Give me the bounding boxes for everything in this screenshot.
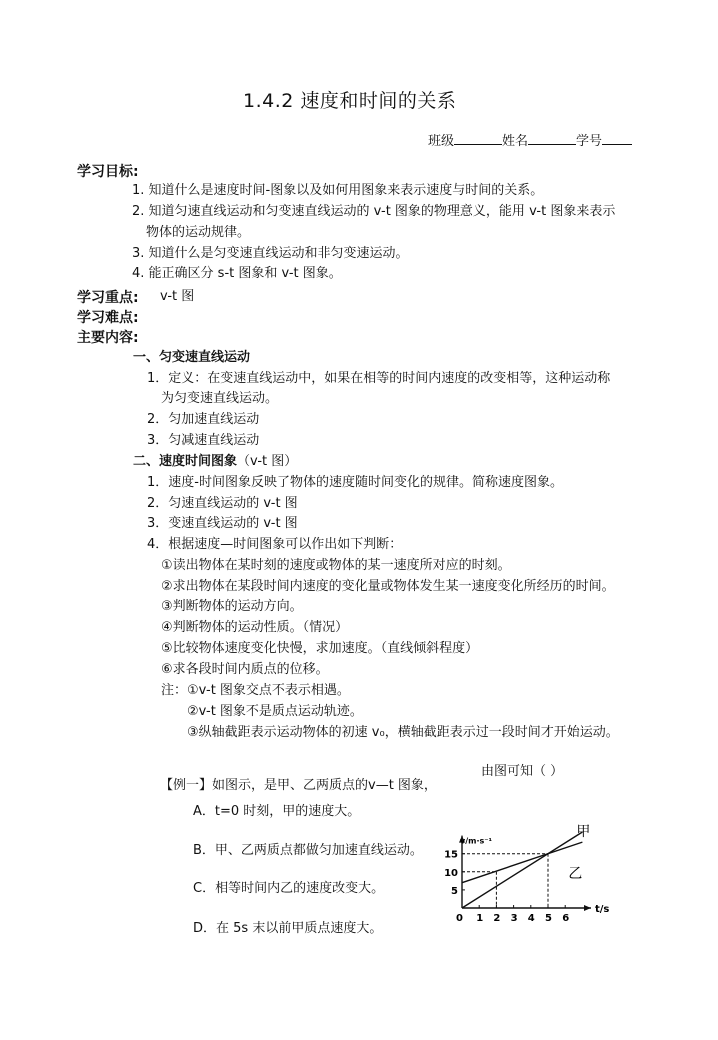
judgement-item: ⑤比较物体速度变化快慢，求加速度。（直线倾斜程度） bbox=[161, 641, 479, 656]
series-label: 甲 bbox=[576, 823, 591, 840]
key-point-value: v-t 图 bbox=[160, 289, 195, 304]
objective-item: 2. 知道匀速直线运动和匀变速直线运动的 v-t 图象的物理意义，能用 v-t 图象来表示 bbox=[132, 204, 616, 219]
x-tick-label: 6 bbox=[562, 913, 570, 924]
section2-item: 3．变速直线运动的 v-t 图 bbox=[147, 516, 298, 531]
judgement-item: ③判断物体的运动方向。 bbox=[161, 599, 303, 614]
option-d: D．在 5s 末以前甲质点速度大。 bbox=[193, 921, 383, 936]
content-heading: 主要内容: bbox=[77, 330, 139, 346]
series-line-2 bbox=[462, 842, 582, 883]
section1-item: 为匀变速直线运动。 bbox=[161, 391, 279, 406]
section1-title: 一、匀变速直线运动 bbox=[133, 350, 251, 365]
judgement-item: ⑥求各段时间内质点的位移。 bbox=[161, 662, 329, 677]
example-prompt: 由图可知（ ） bbox=[481, 764, 564, 779]
judgement-item: ④判断物体的运动性质。（情况） bbox=[161, 620, 349, 635]
judgement-item: ②求出物体在某段时间内速度的变化量或物体发生某一速度变化所经历的时间。 bbox=[161, 579, 615, 594]
x-tick-label: 3 bbox=[510, 913, 518, 924]
x-axis-label: t/s bbox=[595, 904, 610, 915]
objective-item: 物体的运动规律。 bbox=[146, 225, 251, 240]
note-item: ②v-t 图象不是质点运动轨迹。 bbox=[187, 704, 363, 719]
note-item: ③纵轴截距表示运动物体的初速 v₀，横轴截距表示过一段时间才开始运动。 bbox=[187, 725, 619, 740]
section2-item: 2．匀速直线运动的 v-t 图 bbox=[147, 496, 298, 511]
name-label: 姓名 bbox=[502, 134, 529, 149]
y-tick-label: 10 bbox=[444, 867, 458, 879]
x-tick-label: 2 bbox=[493, 913, 501, 924]
class-label: 班级 bbox=[428, 134, 455, 149]
section1-item: 2．匀加速直线运动 bbox=[147, 412, 260, 427]
note-item: 注：①v-t 图象交点不表示相遇。 bbox=[161, 683, 350, 698]
section2-item: 1．速度-时间图象反映了物体的速度随时间变化的规律。简称速度图象。 bbox=[147, 475, 563, 490]
series-label: 乙 bbox=[568, 866, 583, 883]
key-point-heading: 学习重点: bbox=[77, 290, 139, 306]
vt-chart bbox=[440, 800, 640, 940]
number-label: 学号 bbox=[576, 134, 603, 149]
section1-item: 3．匀减速直线运动 bbox=[147, 433, 260, 448]
class-blank[interactable] bbox=[454, 132, 502, 145]
x-axis-arrow bbox=[584, 905, 591, 911]
x-tick-label: 1 bbox=[476, 913, 484, 924]
page-title: 1.4.2 速度和时间的关系 bbox=[243, 90, 457, 112]
example-question: 【例一】如图示，是甲、乙两质点的v—t 图象， bbox=[160, 778, 437, 793]
y-tick-label: 5 bbox=[451, 885, 458, 897]
objectives-heading: 学习目标: bbox=[77, 164, 139, 180]
section2-title-row bbox=[133, 453, 297, 471]
judgement-item: ①读出物体在某时刻的速度或物体的某一速度所对应的时刻。 bbox=[161, 558, 511, 573]
student-info bbox=[428, 132, 632, 151]
x-tick-label: 5 bbox=[545, 913, 552, 924]
name-blank[interactable] bbox=[528, 132, 576, 145]
x-tick-label: 0 bbox=[456, 913, 463, 924]
section2-title-suffix: （v-t 图） bbox=[237, 454, 298, 469]
section2-title: 二、速度时间图象 bbox=[133, 454, 238, 469]
y-axis-label: v/m·s⁻¹ bbox=[460, 836, 492, 846]
difficulty-heading: 学习难点: bbox=[77, 310, 139, 326]
option-b: B．甲、乙两质点都做匀加速直线运动。 bbox=[193, 843, 423, 858]
section2-item: 4．根据速度—时间图象可以作出如下判断： bbox=[147, 537, 403, 552]
option-a: A．t=0 时刻，甲的速度大。 bbox=[193, 804, 361, 819]
objective-item: 4. 能正确区分 s-t 图象和 v-t 图象。 bbox=[132, 266, 342, 281]
option-c: C．相等时间内乙的速度改变大。 bbox=[193, 881, 385, 896]
section1-item: 1．定义：在变速直线运动中，如果在相等的时间内速度的改变相等，这种运动称 bbox=[147, 371, 611, 386]
number-blank[interactable] bbox=[602, 132, 632, 145]
objective-item: 1. 知道什么是速度时间-图象以及如何用图象来表示速度与时间的关系。 bbox=[132, 183, 544, 198]
x-tick-label: 4 bbox=[527, 913, 535, 924]
objective-item: 3. 知道什么是匀变速直线运动和非匀变速运动。 bbox=[132, 246, 409, 261]
y-tick-label: 15 bbox=[444, 849, 458, 861]
